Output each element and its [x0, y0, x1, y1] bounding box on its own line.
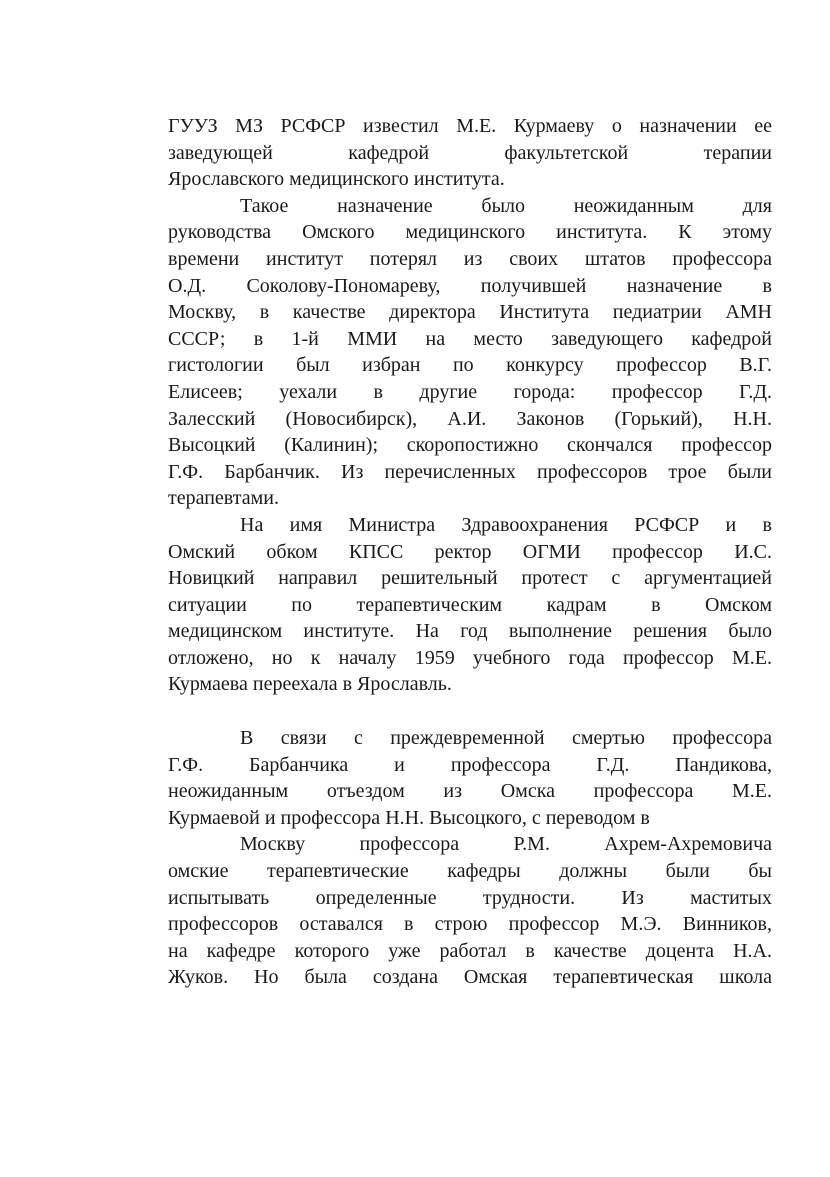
text-line: ситуации по терапевтическим кадрам в Омском — [168, 593, 772, 616]
text-line: В связи с преждевременной смертью профессора — [240, 727, 772, 750]
text-line: ГУУЗ МЗ РСФСР известил М.Е. Курмаеву о назначении ее — [168, 115, 772, 137]
text-line: Курмаева переехала в Ярославль. — [168, 673, 452, 696]
text-line: Москву, в качестве директора Института педиатрии АМН — [168, 301, 772, 324]
text-line: терапевтами. — [168, 487, 279, 510]
text-line: заведующей кафедрой факультетской терапии — [168, 141, 772, 164]
text-line: времени институт потерял из своих штатов профессора — [168, 247, 772, 270]
text-line: гистологии был избран по конкурсу профессор В.Г. — [168, 354, 772, 377]
text-line: Новицкий направил решительный протест с аргументацией — [168, 567, 772, 590]
text-line: Омский обком КПСС ректор ОГМИ профессор И.С. — [168, 540, 772, 563]
text-line: Курмаевой и профессора Н.Н. Высоцкого, с переводом в — [168, 806, 650, 829]
text-line: Г.Ф. Барбанчика и профессора Г.Д. Пандикова, — [168, 753, 772, 776]
text-line: О.Д. Соколову-Пономареву, получившей назначение в — [168, 274, 772, 297]
text-line: Такое назначение было неожиданным для — [240, 194, 772, 217]
text-line: неожиданным отъездом из Омска профессора М.Е. — [168, 780, 772, 803]
paragraph-rector-protest — [168, 512, 772, 698]
text-line: Ярославского медицинского института. — [168, 168, 505, 191]
document-page — [168, 113, 772, 991]
text-line: отложено, но к началу 1959 учебного года профессор М.Е. — [168, 646, 772, 669]
text-line: Елисеев; уехали в другие города: профессор Г.Д. — [168, 380, 772, 403]
paragraph-unexpected-appointment — [168, 193, 772, 512]
paragraph-therapy-school — [168, 831, 772, 991]
text-line: омские терапевтические кафедры должны были бы — [168, 860, 772, 883]
text-line: Москву профессора Р.М. Ахрем-Ахремовича — [240, 833, 772, 856]
text-line: Залесский (Новосибирск), А.И. Законов (Горький), Н.Н. — [168, 407, 772, 430]
paragraph-premature-death — [168, 725, 772, 831]
paragraph-appointment-notice — [168, 113, 772, 193]
text-line: СССР; в 1-й ММИ на место заведующего кафедрой — [168, 327, 772, 350]
text-line: медицинском институте. На год выполнение решения было — [168, 620, 772, 643]
text-line: испытывать определенные трудности. Из маститых — [168, 886, 772, 909]
text-line: Высоцкий (Калинин); скоропостижно скончался профессор — [168, 434, 772, 457]
text-line: на кафедре которого уже работал в качестве доцента Н.А. — [168, 939, 772, 962]
text-line: Жуков. Но была создана Омская терапевтическая школа — [168, 966, 772, 989]
text-line: руководства Омского медицинского института. К этому — [168, 221, 772, 244]
text-line: Г.Ф. Барбанчик. Из перечисленных профессоров трое были — [168, 460, 772, 483]
text-line: профессоров оставался в строю профессор М.Э. Винников, — [168, 913, 772, 936]
paragraph-gap — [168, 698, 772, 725]
text-line: На имя Министра Здравоохранения РСФСР и в — [240, 513, 772, 536]
